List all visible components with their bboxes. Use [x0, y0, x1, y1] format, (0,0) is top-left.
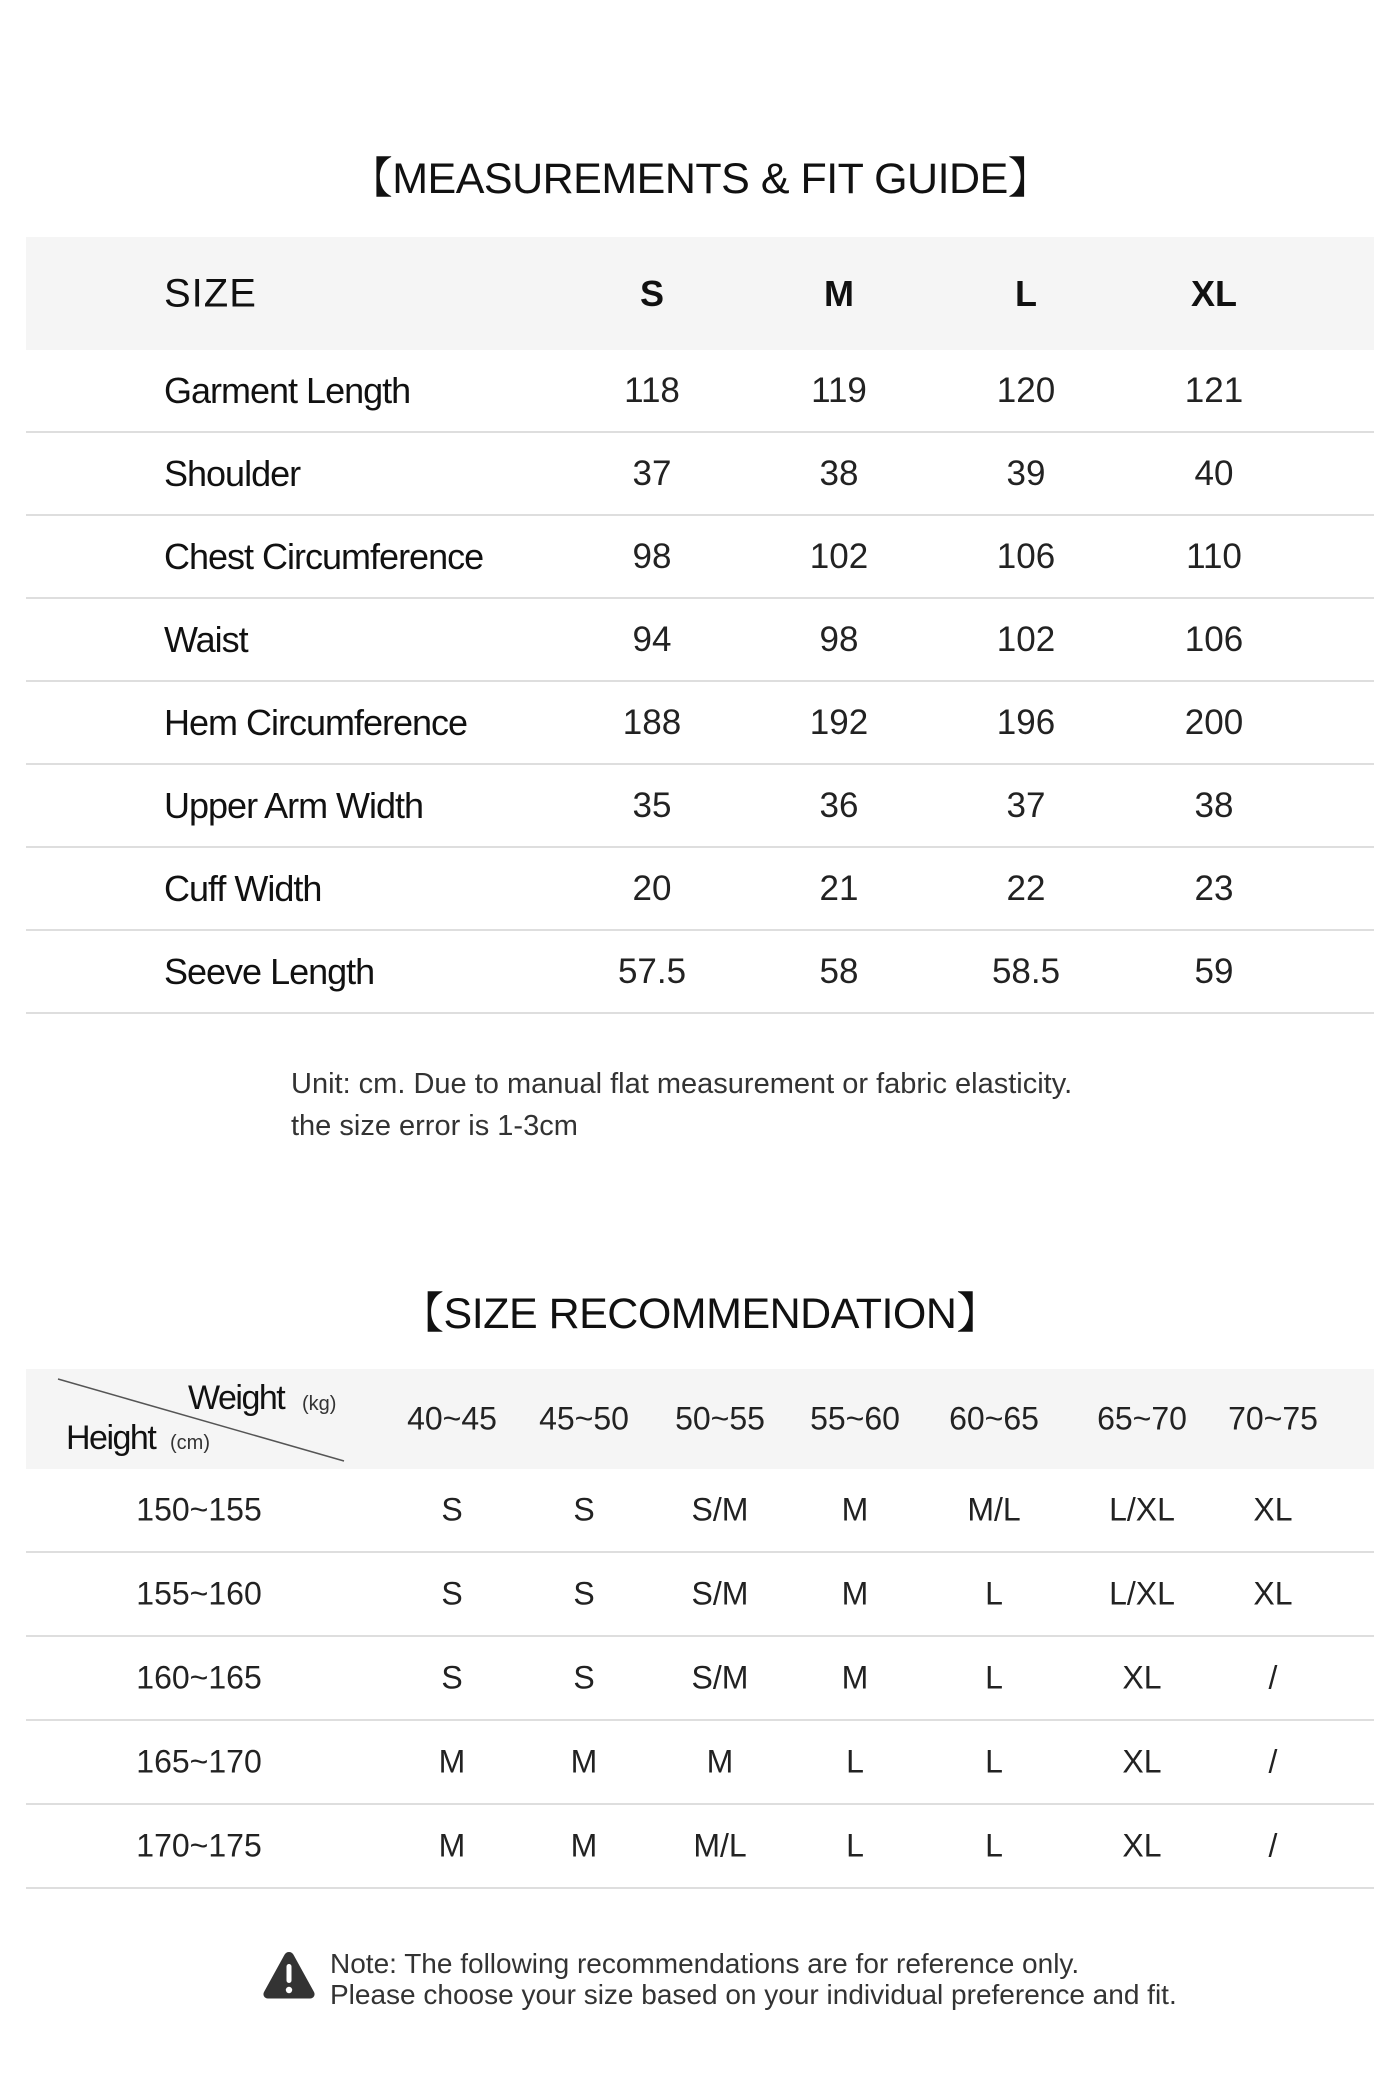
recommended-size: XL — [1253, 1575, 1293, 1612]
measurement-value: 38 — [819, 453, 859, 493]
measurement-value: 192 — [809, 702, 869, 742]
height-range: 150~155 — [136, 1491, 262, 1528]
measurement-value: 98 — [632, 536, 672, 576]
recommended-size: L — [985, 1659, 1003, 1696]
recommended-size: L/XL — [1109, 1491, 1175, 1528]
recommendation-header-row — [26, 1369, 1374, 1469]
measurement-label: Shoulder — [164, 452, 301, 494]
recommended-size: S — [573, 1659, 595, 1696]
recommended-size: S — [441, 1575, 463, 1612]
recommended-size: L/XL — [1109, 1575, 1175, 1612]
measurement-value: 20 — [632, 868, 672, 908]
measurement-row-garment-length — [26, 350, 1374, 433]
weight-range-header: 50~55 — [675, 1400, 765, 1437]
recommended-size: M — [438, 1743, 466, 1780]
size-header-l: L — [1015, 272, 1037, 314]
measurement-value: 98 — [819, 619, 859, 659]
measurement-value: 102 — [809, 536, 869, 576]
recommended-size: M/L — [967, 1491, 1021, 1528]
measurement-row-chest — [26, 516, 1374, 599]
recommended-size: / — [1268, 1743, 1278, 1780]
measurements-title: 【MEASUREMENTS & FIT GUIDE】 — [349, 155, 1051, 203]
measurement-value: 57.5 — [617, 951, 687, 991]
measurement-value: 39 — [1006, 453, 1046, 493]
weight-range-header: 45~50 — [539, 1400, 629, 1437]
measurement-row-sleeve — [26, 931, 1374, 1014]
recommended-size: XL — [1122, 1743, 1162, 1780]
measurement-value: 94 — [632, 619, 672, 659]
unit-note-line-1: Unit: cm. Due to manual flat measurement or fabric elasticity. — [291, 1068, 1073, 1100]
measurement-value: 37 — [632, 453, 672, 493]
measurement-value: 106 — [996, 536, 1056, 576]
measurement-value: 200 — [1184, 702, 1244, 742]
measurement-label: Waist — [164, 618, 248, 660]
measurement-value: 36 — [819, 785, 859, 825]
weight-range-header: 60~65 — [949, 1400, 1039, 1437]
measurement-value: 59 — [1194, 951, 1234, 991]
measurement-value: 40 — [1194, 453, 1234, 493]
height-range: 160~165 — [136, 1659, 262, 1696]
size-header-label: SIZE — [164, 271, 257, 315]
recommendation-row — [26, 1721, 1374, 1805]
measurement-label: Seeve Length — [164, 950, 375, 992]
measurement-value: 35 — [632, 785, 672, 825]
height-axis-label: Height — [66, 1419, 156, 1457]
recommended-size: M — [841, 1659, 869, 1696]
recommended-size: S — [573, 1575, 595, 1612]
measurement-row-hem — [26, 682, 1374, 765]
recommended-size: M/L — [693, 1827, 747, 1864]
recommended-size: L — [985, 1575, 1003, 1612]
recommended-size: S — [441, 1659, 463, 1696]
measurement-value: 37 — [1006, 785, 1046, 825]
measurement-row-upper-arm — [26, 765, 1374, 848]
recommendation-row — [26, 1805, 1374, 1889]
recommended-size: L — [985, 1743, 1003, 1780]
measurement-value: 58 — [819, 951, 859, 991]
measurement-value: 106 — [1184, 619, 1244, 659]
measurements-table — [26, 237, 1374, 1014]
height-range: 170~175 — [136, 1827, 262, 1864]
recommended-size: M — [570, 1827, 598, 1864]
measurement-value: 21 — [819, 868, 859, 908]
measurement-value: 102 — [996, 619, 1056, 659]
weight-range-header: 70~75 — [1228, 1400, 1318, 1437]
weight-range-header: 55~60 — [810, 1400, 900, 1437]
height-range: 155~160 — [136, 1575, 262, 1612]
recommended-size: M — [841, 1491, 869, 1528]
weight-range-header: 40~45 — [407, 1400, 497, 1437]
recommended-size: M — [438, 1827, 466, 1864]
measurement-row-cuff — [26, 848, 1374, 931]
height-axis-unit: (cm) — [170, 1432, 210, 1454]
recommendation-row — [26, 1637, 1374, 1721]
measurement-label: Upper Arm Width — [164, 784, 424, 826]
measurement-value: 120 — [996, 370, 1056, 410]
size-header-xl: XL — [1190, 272, 1238, 314]
warning-icon — [262, 1950, 316, 2000]
measurement-value: 38 — [1194, 785, 1234, 825]
measurement-unit-note — [291, 1063, 1072, 1147]
recommended-size: L — [985, 1827, 1003, 1864]
measurement-row-shoulder — [26, 433, 1374, 516]
recommended-size: S/M — [691, 1659, 749, 1696]
height-range: 165~170 — [136, 1743, 262, 1780]
recommended-size: S/M — [691, 1491, 749, 1528]
recommended-size: / — [1268, 1659, 1278, 1696]
recommended-size: S — [441, 1491, 463, 1528]
rec-note-line-1: Note: The following recommendations are for reference only. — [330, 1948, 1080, 1979]
measurement-value: 196 — [996, 702, 1056, 742]
recommended-size: / — [1268, 1827, 1278, 1864]
recommended-size: L — [846, 1827, 864, 1864]
rec-note-line-2: Please choose your size based on your individual preference and fit. — [330, 1979, 1177, 2010]
unit-note-line-2: the size error is 1-3cm — [291, 1110, 578, 1142]
recommended-size: XL — [1122, 1827, 1162, 1864]
recommended-size: XL — [1122, 1659, 1162, 1696]
recommended-size: S/M — [691, 1575, 749, 1612]
recommended-size: S — [573, 1491, 595, 1528]
measurement-label: Garment Length — [164, 369, 411, 411]
recommended-size: M — [706, 1743, 734, 1780]
recommended-size: M — [841, 1575, 869, 1612]
recommendation-row — [26, 1553, 1374, 1637]
measurement-value: 23 — [1194, 868, 1234, 908]
recommendation-note-text — [330, 1948, 1177, 2010]
recommendation-table — [26, 1369, 1374, 1889]
measurement-value: 118 — [624, 370, 680, 410]
weight-axis-label: Weight — [188, 1379, 285, 1417]
measurements-header-row — [26, 237, 1374, 350]
weight-axis-unit: (kg) — [302, 1393, 337, 1415]
measurement-label: Cuff Width — [164, 867, 322, 909]
size-header-s: S — [639, 272, 665, 314]
recommended-size: XL — [1253, 1491, 1293, 1528]
recommendation-title: 【SIZE RECOMMENDATION】 — [401, 1290, 999, 1338]
measurement-value: 110 — [1186, 536, 1242, 576]
measurement-value: 22 — [1006, 868, 1046, 908]
recommended-size: M — [570, 1743, 598, 1780]
measurement-label: Chest Circumference — [164, 535, 484, 577]
measurement-value: 121 — [1184, 370, 1244, 410]
recommendation-row — [26, 1469, 1374, 1553]
measurement-label: Hem Circumference — [164, 701, 468, 743]
weight-range-header: 65~70 — [1097, 1400, 1187, 1437]
measurement-value: 119 — [811, 370, 867, 410]
measurement-value: 188 — [622, 702, 682, 742]
measurement-value: 58.5 — [991, 951, 1061, 991]
size-header-m: M — [824, 272, 854, 314]
recommended-size: L — [846, 1743, 864, 1780]
measurement-row-waist — [26, 599, 1374, 682]
